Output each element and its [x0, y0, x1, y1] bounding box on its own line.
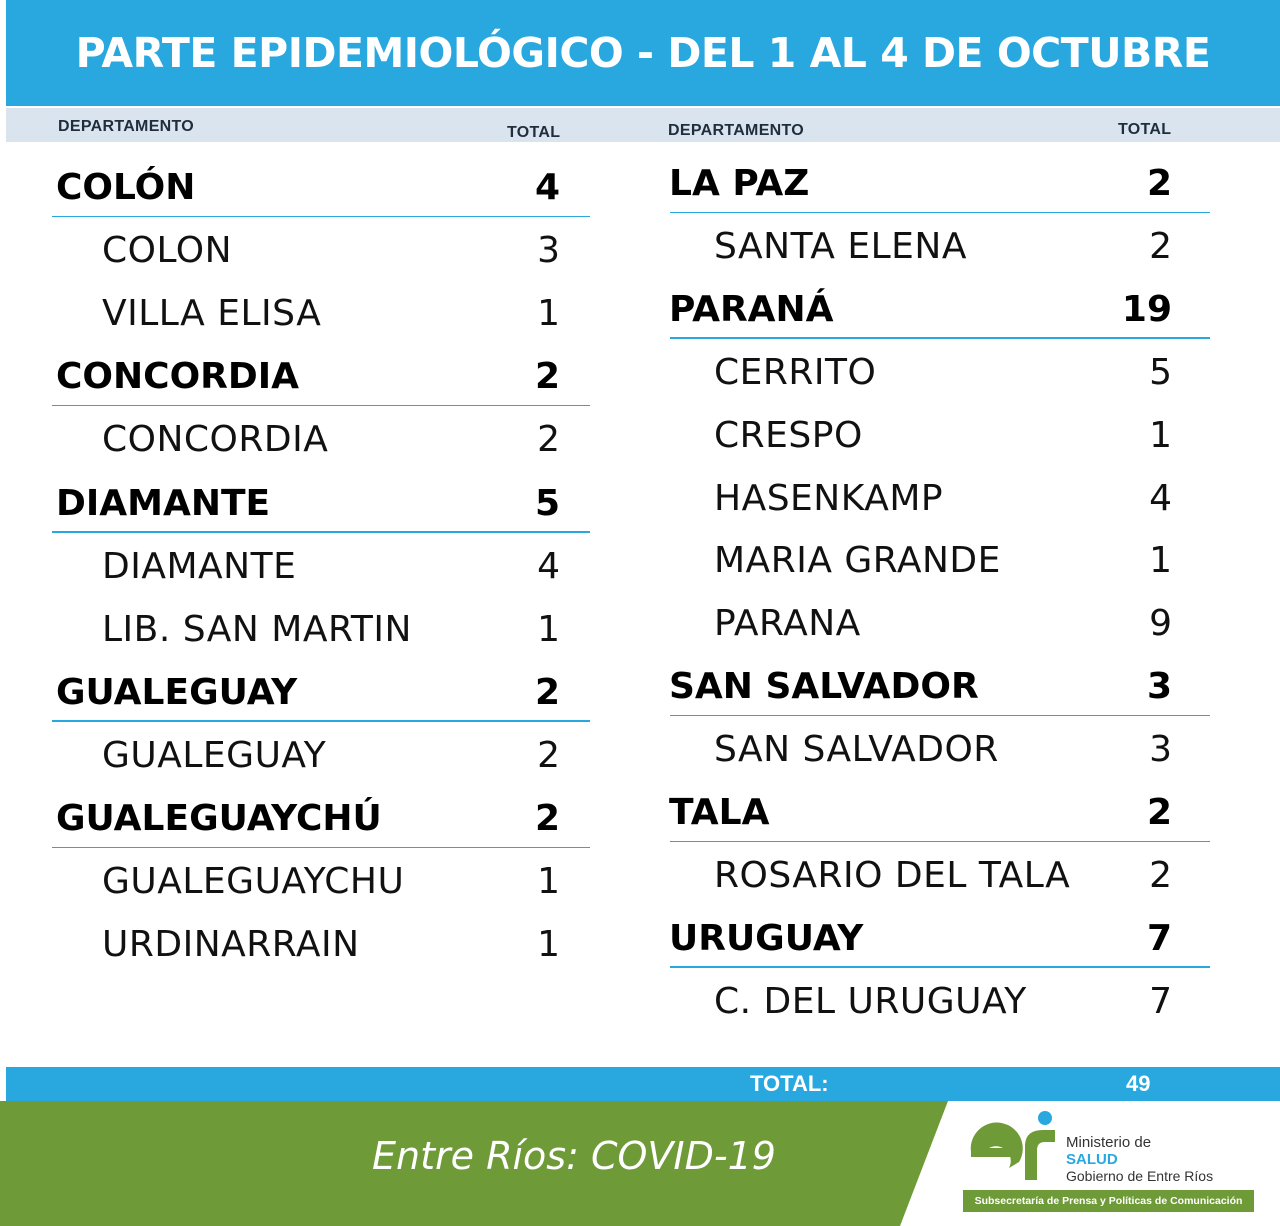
- locality-total: 1: [537, 608, 560, 650]
- right-departamento-header: DEPARTAMENTO: [668, 122, 805, 139]
- locality-name: C. DEL URUGUAY: [714, 980, 1027, 1022]
- locality-name: LIB. SAN MARTIN: [102, 608, 412, 650]
- locality-row: [0, 405, 1280, 467]
- department-name: CONCORDIA: [56, 356, 300, 398]
- locality-name: VILLA ELISA: [102, 293, 322, 335]
- locality-name: URDINARRAIN: [102, 924, 360, 966]
- department-total: 5: [534, 482, 560, 524]
- ministerio-logo-icon: [965, 1110, 1060, 1190]
- ministry-line-1: Ministerio de: [1066, 1134, 1152, 1151]
- locality-total: 2: [537, 419, 560, 461]
- locality-name: COLON: [102, 230, 233, 272]
- locality-name: SANTA ELENA: [714, 225, 967, 267]
- locality-total: 1: [537, 924, 560, 966]
- locality-row: [0, 719, 1280, 781]
- locality-name: SAN SALVADOR: [714, 729, 999, 771]
- department-underline: [670, 966, 1210, 968]
- locality-row: [0, 468, 1280, 530]
- department-total: 2: [534, 798, 560, 839]
- total-bar: [6, 1067, 1280, 1101]
- locality-row: [0, 530, 1280, 592]
- department-row: [0, 279, 1280, 341]
- department-row: [0, 656, 1280, 718]
- locality-name: GUALEGUAY: [102, 734, 327, 776]
- locality-name: DIAMANTE: [102, 545, 297, 587]
- locality-total: 3: [537, 230, 560, 272]
- department-underline: [670, 337, 1210, 339]
- locality-total: 2: [1149, 225, 1172, 267]
- department-name: LA PAZ: [669, 163, 810, 204]
- department-name: DIAMANTE: [56, 482, 271, 524]
- locality-total: 2: [537, 734, 560, 776]
- department-total: 7: [1146, 917, 1172, 959]
- locality-name: CERRITO: [714, 351, 877, 393]
- locality-total: 9: [1149, 603, 1172, 645]
- department-total: 2: [534, 671, 560, 713]
- department-row: [0, 782, 1280, 844]
- department-underline: [670, 841, 1210, 843]
- department-name: PARANÁ: [669, 288, 834, 330]
- department-row: [0, 153, 1280, 215]
- locality-row: [0, 845, 1280, 907]
- locality-row: [0, 216, 1280, 278]
- locality-total: 5: [1149, 351, 1172, 393]
- department-name: COLÓN: [56, 167, 196, 208]
- locality-total: 1: [537, 861, 560, 903]
- locality-name: HASENKAMP: [714, 477, 944, 519]
- locality-total: 3: [1149, 729, 1172, 771]
- page-title: PARTE EPIDEMIOLÓGICO - DEL 1 AL 4 DE OCTUBRE: [6, 0, 1280, 106]
- department-name: GUALEGUAY: [56, 671, 298, 713]
- locality-name: MARIA GRANDE: [714, 540, 1001, 582]
- locality-row: [0, 593, 1280, 655]
- department-underline: [670, 715, 1210, 717]
- total-label: TOTAL:: [750, 1071, 829, 1096]
- locality-name: CRESPO: [714, 414, 863, 456]
- department-total: 2: [534, 356, 560, 398]
- department-name: GUALEGUAYCHÚ: [56, 798, 382, 839]
- department-name: URUGUAY: [669, 917, 864, 959]
- column-header-bar: [6, 108, 1280, 142]
- locality-total: 2: [1149, 854, 1172, 896]
- total-value: 49: [1126, 1071, 1151, 1096]
- department-name: TALA: [669, 792, 770, 833]
- department-total: 19: [1121, 288, 1172, 330]
- locality-total: 1: [1149, 414, 1172, 456]
- locality-name: CONCORDIA: [102, 419, 329, 461]
- locality-name: PARANA: [714, 603, 861, 645]
- locality-row: [0, 342, 1280, 404]
- left-total-header: TOTAL: [507, 124, 561, 141]
- locality-row: [0, 971, 1280, 1033]
- locality-name: GUALEGUAYCHU: [102, 861, 405, 903]
- footer-title: Entre Ríos: COVID-19: [372, 1134, 776, 1178]
- locality-total: 1: [537, 293, 560, 335]
- locality-total: 7: [1149, 980, 1172, 1022]
- locality-name: ROSARIO DEL TALA: [714, 854, 1071, 896]
- locality-total: 1: [1149, 540, 1172, 582]
- locality-total: 4: [1149, 477, 1172, 519]
- left-departamento-header: DEPARTAMENTO: [58, 118, 195, 135]
- subsecretaria-bar: Subsecretaría de Prensa y Políticas de Comunicación: [963, 1190, 1254, 1212]
- department-underline: [670, 212, 1210, 214]
- department-total: 4: [534, 167, 560, 208]
- department-total: 3: [1146, 666, 1172, 708]
- right-total-header: TOTAL: [1118, 121, 1172, 138]
- ministry-line-2: SALUD: [1066, 1151, 1118, 1168]
- locality-total: 4: [537, 545, 560, 587]
- department-name: SAN SALVADOR: [669, 666, 979, 708]
- department-total: 2: [1146, 792, 1172, 833]
- department-total: 2: [1146, 163, 1172, 204]
- department-row: [0, 908, 1280, 970]
- ministry-line-3: Gobierno de Entre Ríos: [1066, 1168, 1214, 1184]
